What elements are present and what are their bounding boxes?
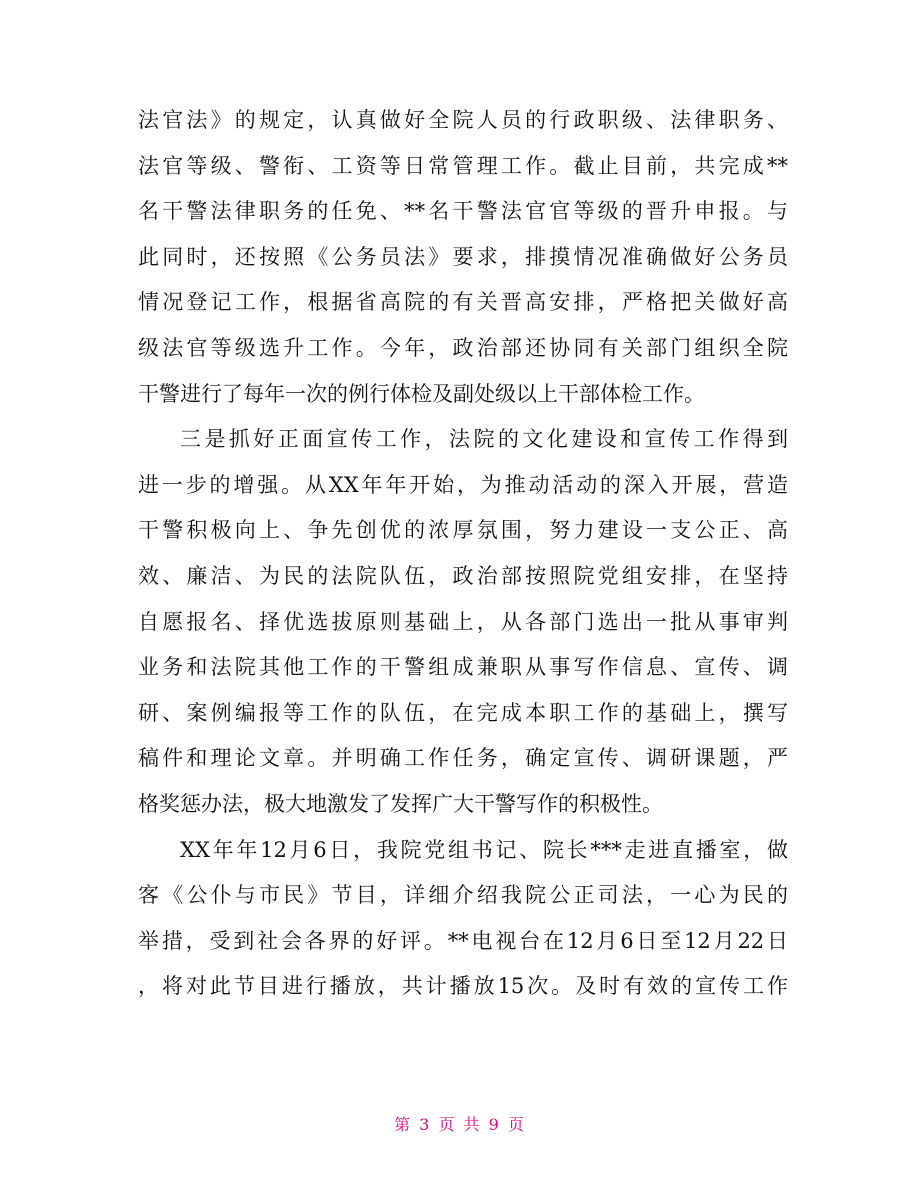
text-line: 法官等级、警衔、工资等日常管理工作。截止目前，共完成** [138, 153, 788, 178]
text-line: 情况登记工作，根据省高院的有关晋高安排，严格把关做好高 [138, 290, 788, 315]
page-footer [0, 1112, 920, 1135]
text-line: 三是抓好正面宣传工作，法院的文化建设和宣传工作得到 [180, 427, 788, 452]
text-line: 此同时，还按照《公务员法》要求，排摸情况准确做好公务员 [138, 244, 788, 269]
text-line: 研、案例编报等工作的队伍，在完成本职工作的基础上，撰写 [138, 700, 788, 725]
text-line: 客《公仆与市民》节目，详细介绍我院公正司法，一心为民的 [138, 883, 788, 908]
text-line: 干警进行了每年一次的例行体检及副处级以上干部体检工作。 [138, 381, 705, 406]
text-line: 格奖惩办法，极大地激发了发挥广大干警写作的积极性。 [138, 791, 663, 816]
text-line: 稿件和理论文章。并明确工作任务，确定宣传、调研课题，严 [138, 746, 788, 771]
body-text [138, 98, 788, 1010]
text-line: 业务和法院其他工作的干警组成兼职从事写作信息、宣传、调 [138, 655, 788, 680]
text-line: 自愿报名、择优选拔原则基础上，从各部门选出一批从事审判 [138, 609, 788, 634]
page-number: 第 3 页 共 9 页 [394, 1115, 526, 1134]
text-line: 举措，受到社会各界的好评。**电视台在12月6日至12月22日 [138, 928, 788, 953]
text-line: ，将对此节目进行播放，共计播放15次。及时有效的宣传工作 [138, 974, 788, 999]
text-line: 级法官等级选升工作。今年，政治部还协同有关部门组织全院 [138, 335, 788, 360]
text-line: 干警积极向上、争先创优的浓厚氛围，努力建设一支公正、高 [138, 518, 788, 543]
text-line: XX年年12月6日，我院党组书记、院长***走进直播室，做 [180, 837, 788, 862]
text-line: 名干警法律职务的任免、**名干警法官官等级的晋升申报。与 [138, 199, 788, 224]
text-line: 效、廉洁、为民的法院队伍，政治部按照院党组安排，在坚持 [138, 563, 788, 588]
text-line: 进一步的增强。从XX年年开始，为推动活动的深入开展，营造 [138, 472, 788, 497]
text-line: 法官法》的规定，认真做好全院人员的行政职级、法律职务、 [138, 108, 788, 132]
